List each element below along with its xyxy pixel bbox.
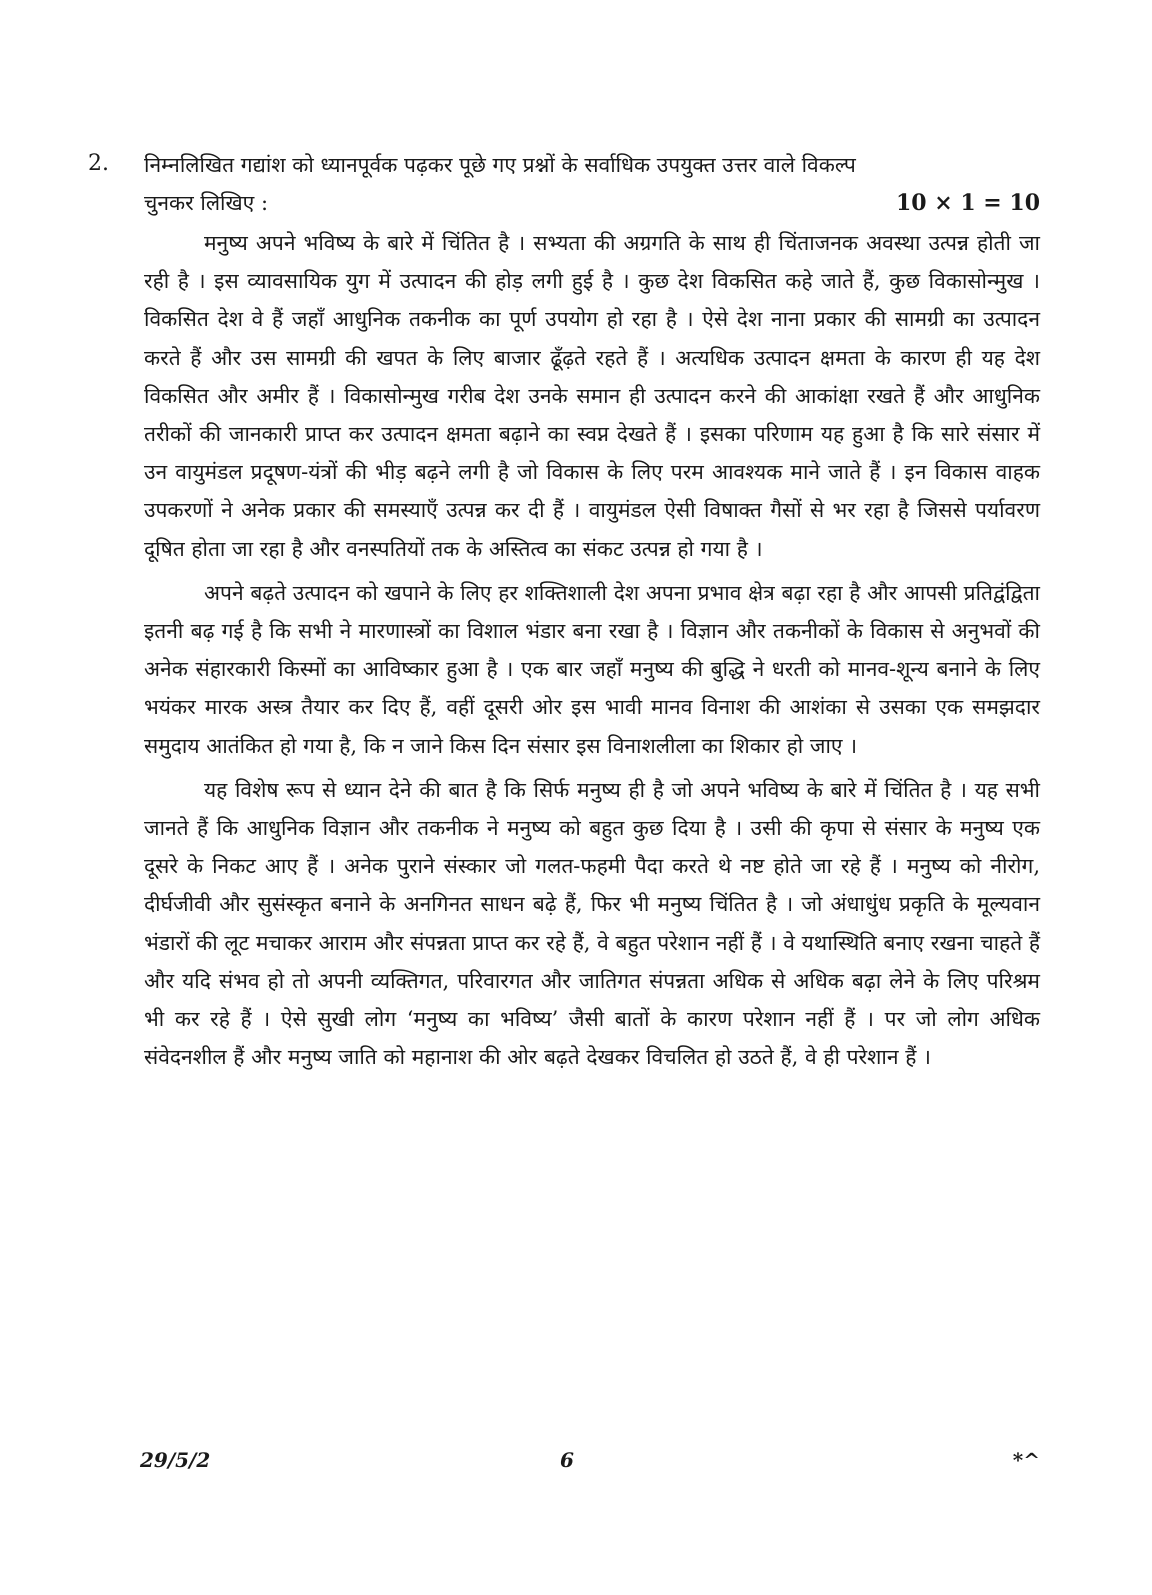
paper-code: 29/5/2 — [140, 1448, 211, 1472]
passage — [144, 224, 1040, 1076]
page-number: 6 — [560, 1448, 574, 1472]
footer-mark: *^ — [1012, 1448, 1040, 1472]
question-body — [144, 146, 1040, 1076]
passage-paragraph-3: यह विशेष रूप से ध्यान देने की बात है कि सिर्फ मनुष्य ही है जो अपने भविष्य के बारे में चिंतित है । यह सभी जानते हैं कि आधुनिक विज्ञान और तकनीक ने मनुष्य को बहुत कुछ दिया है । उसी की कृपा से संसार के मनुष्य एक दूसरे के निकट आए हैं । अनेक पुराने संस्कार जो गलत-फहमी पैदा करते थे नष्ट होते जा रहे हैं । मनुष्य को नीरोग, दीर्घजीवी और सुसंस्कृत बनाने के अनगिनत साधन बढ़े हैं, फिर भी मनुष्य चिंतित है । जो अंधाधुंध प्रकृति के मूल्यवान भंडारों की लूट मचाकर आराम और संपन्नता प्राप्त कर रहे हैं, वे बहुत परेशान नहीं हैं । वे यथास्थिति बनाए रखना चाहते हैं और यदि संभव हो तो अपनी व्यक्तिगत, परिवारगत और जातिगत संपन्नता अधिक से अधिक बढ़ा लेने के लिए परिश्रम भी कर रहे हैं । ऐसे सुखी लोग ‘मनुष्य का भविष्य’ जैसी बातों के कारण परेशान नहीं हैं । पर जो लोग अधिक संवेदनशील हैं और मनुष्य जाति को महानाश की ओर बढ़ते देखकर विचलित हो उठते हैं, वे ही परेशान हैं । — [144, 777, 1040, 1070]
question-number: 2. — [88, 151, 109, 176]
instruction-line-2: चुनकर लिखिए : — [144, 191, 269, 215]
passage-paragraph-2: अपने बढ़ते उत्पादन को खपाने के लिए हर शक्तिशाली देश अपना प्रभाव क्षेत्र बढ़ा रहा है और आपसी प्रतिद्वंद्विता इतनी बढ़ गई है कि सभी ने मारणास्त्रों का विशाल भंडार बना रखा है । विज्ञान और तकनीकों के विकास से अनुभवों की अनेक संहारकारी किस्मों का आविष्कार हुआ है । एक बार जहाँ मनुष्य की बुद्धि ने धरती को मानव-शून्य बनाने के लिए भयंकर मारक अस्त्र तैयार कर दिए हैं, वहीं दूसरी ओर इस भावी मानव विनाश की आशंका से उसका एक समझदार समुदाय आतंकित हो गया है, कि न जाने किस दिन संसार इस विनाशलीला का शिकार हो जाए । — [144, 580, 1040, 758]
instruction-line-1: निम्नलिखित गद्यांश को ध्यानपूर्वक पढ़कर पूछे गए प्रश्नों के सर्वाधिक उपयुक्त उत्तर वाले विकल्प — [144, 153, 856, 177]
marks-allocation: 10 × 1 = 10 — [895, 190, 1040, 216]
page-footer — [140, 1448, 1040, 1478]
instruction-row-2 — [144, 184, 1040, 222]
passage-paragraph-1: मनुष्य अपने भविष्य के बारे में चिंतित है । सभ्यता की अग्रगति के साथ ही चिंताजनक अवस्था उत्पन्न होती जा रही है । इस व्यावसायिक युग में उत्पादन की होड़ लगी हुई है । कुछ देश विकसित कहे जाते हैं, कुछ विकासोन्मुख । विकसित देश वे हैं जहाँ आधुनिक तकनीक का पूर्ण उपयोग हो रहा है । ऐसे देश नाना प्रकार की सामग्री का उत्पादन करते हैं और उस सामग्री की खपत के लिए बाजार ढूँढ़ते रहते हैं । अत्यधिक उत्पादन क्षमता के कारण ही यह देश विकसित और अमीर हैं । विकासोन्मुख गरीब देश उनके समान ही उत्पादन करने की आकांक्षा रखते हैं और आधुनिक तरीकों की जानकारी प्राप्त कर उत्पादन क्षमता बढ़ाने का स्वप्न देखते हैं । इसका परिणाम यह हुआ है कि सारे संसार में उन वायुमंडल प्रदूषण-यंत्रों की भीड़ बढ़ने लगी है जो विकास के लिए परम आवश्यक माने जाते हैं । इन विकास वाहक उपकरणों ने अनेक प्रकार की समस्याएँ उत्पन्न कर दी हैं । वायुमंडल ऐसी विषाक्त गैसों से भर रहा है जिससे पर्यावरण दूषित होता जा रहा है और वनस्पतियों तक के अस्तित्व का संकट उत्पन्न हो गया है । — [144, 231, 1040, 561]
question-instruction — [144, 146, 1040, 184]
